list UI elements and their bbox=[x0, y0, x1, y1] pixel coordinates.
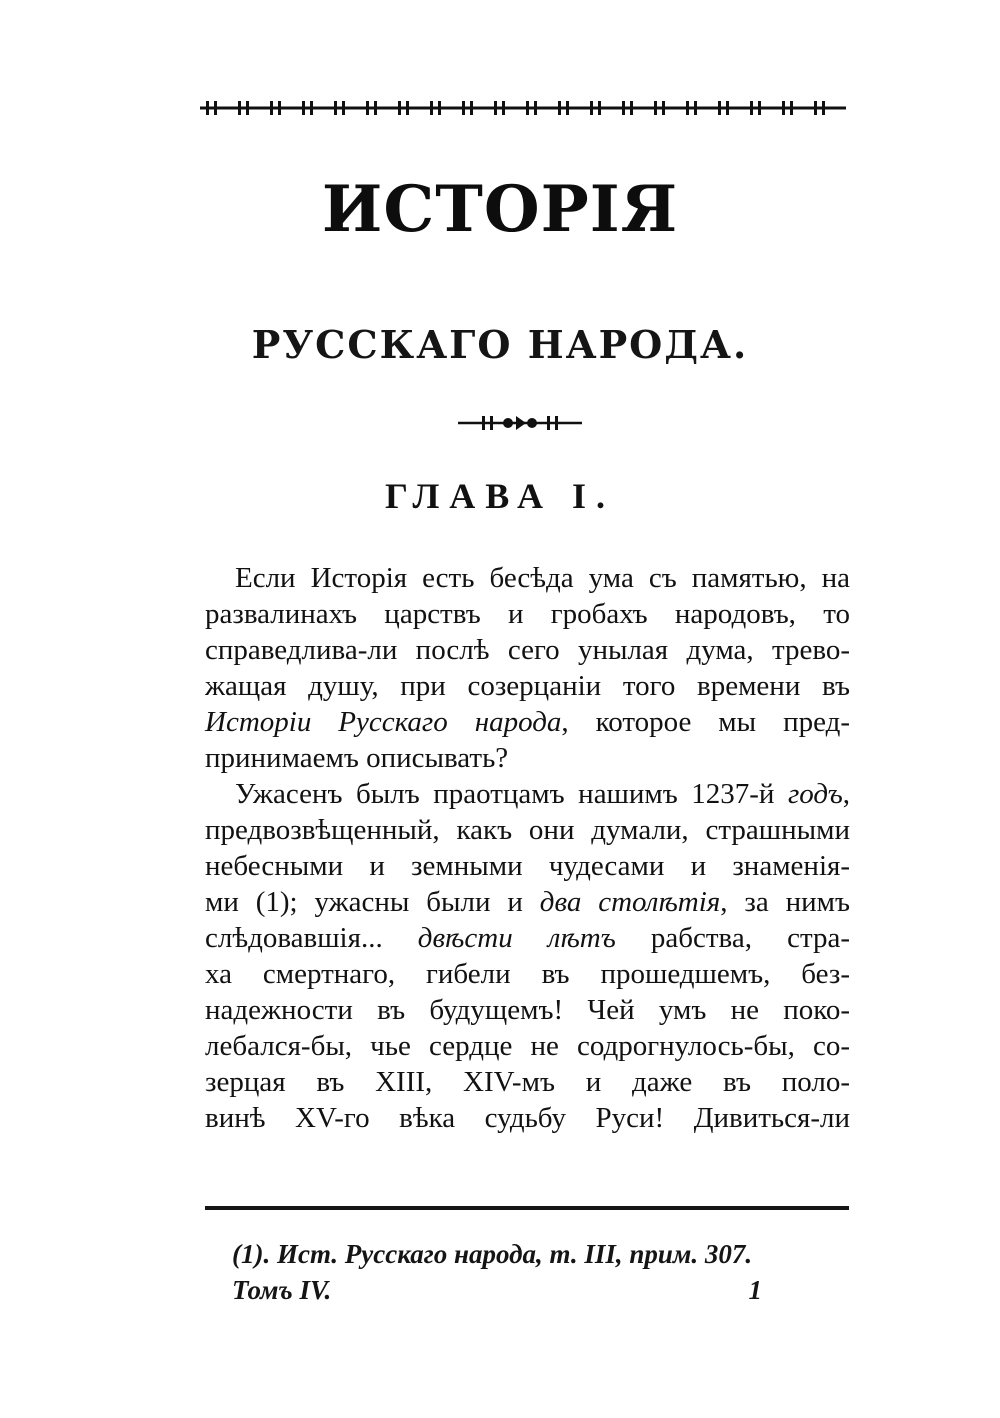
text-line: справедлива-ли послѣ сего унылая дума, трево- bbox=[205, 634, 850, 666]
italic-title: Исторіи Русскаго народа bbox=[205, 706, 562, 738]
signature-number: 1 bbox=[748, 1275, 762, 1305]
text-line: жащая душу, при созерцаніи того времени въ bbox=[205, 670, 850, 702]
footnote-separator-rule bbox=[205, 1206, 849, 1210]
page-title: ИСТОРІЯ bbox=[321, 172, 679, 247]
page-subtitle: РУССКАГО НАРОДА. bbox=[251, 322, 749, 367]
footnote-text: (1). Ист. Русскаго народа, т. III, прим. 307. bbox=[232, 1239, 753, 1269]
text-line: Если Исторія есть бесѣда ума съ памятью, на bbox=[235, 562, 850, 594]
divider-ornament bbox=[458, 414, 582, 432]
italic-phrase: двѣсти лѣтъ bbox=[417, 922, 616, 954]
text-segment: Ужасенъ былъ праотцамъ нашимъ 1237-й bbox=[235, 778, 788, 810]
text-segment: , которое мы пред- bbox=[561, 706, 850, 738]
text-segment: слѣдовавшія... bbox=[205, 922, 418, 954]
italic-phrase: два столѣтія bbox=[539, 886, 721, 918]
text-line bbox=[205, 776, 850, 812]
text-line: надежности въ будущемъ! Чей умъ не поко- bbox=[205, 994, 850, 1026]
signature-line bbox=[232, 1272, 762, 1308]
text-line bbox=[205, 884, 850, 920]
text-segment: , bbox=[842, 778, 850, 810]
main-text bbox=[205, 560, 850, 1136]
chapter-heading: ГЛАВА I. bbox=[384, 476, 616, 516]
footnote bbox=[232, 1236, 852, 1272]
top-ornament-border bbox=[200, 98, 846, 118]
text-segment: , за нимъ bbox=[720, 886, 850, 918]
text-line: небесными и земными чудесами и знаменія- bbox=[205, 850, 850, 882]
italic-word: годъ bbox=[787, 778, 843, 810]
text-line: лебался-бы, чье сердце не содрогнулось-бы, со- bbox=[205, 1030, 850, 1062]
text-line: развалинахъ царствъ и гробахъ народовъ, то bbox=[205, 598, 850, 630]
text-line bbox=[205, 920, 850, 956]
text-line: принимаемъ описывать? bbox=[205, 742, 509, 774]
volume-signature: Томъ IV. bbox=[232, 1275, 332, 1305]
text-segment: ми (1); ужасны были и bbox=[205, 886, 540, 918]
text-line bbox=[205, 704, 850, 740]
text-line: ха смертнаго, гибели въ прошедшемъ, без- bbox=[205, 958, 850, 990]
text-line: предвозвѣщенный, какъ они думали, страшными bbox=[205, 814, 850, 846]
text-line: винѣ XV-го вѣка судьбу Руси! Дивиться-ли bbox=[205, 1102, 850, 1134]
text-segment: рабства, стра- bbox=[615, 922, 851, 954]
text-line: зерцая въ XIII, XIV-мъ и даже въ поло- bbox=[205, 1066, 850, 1098]
